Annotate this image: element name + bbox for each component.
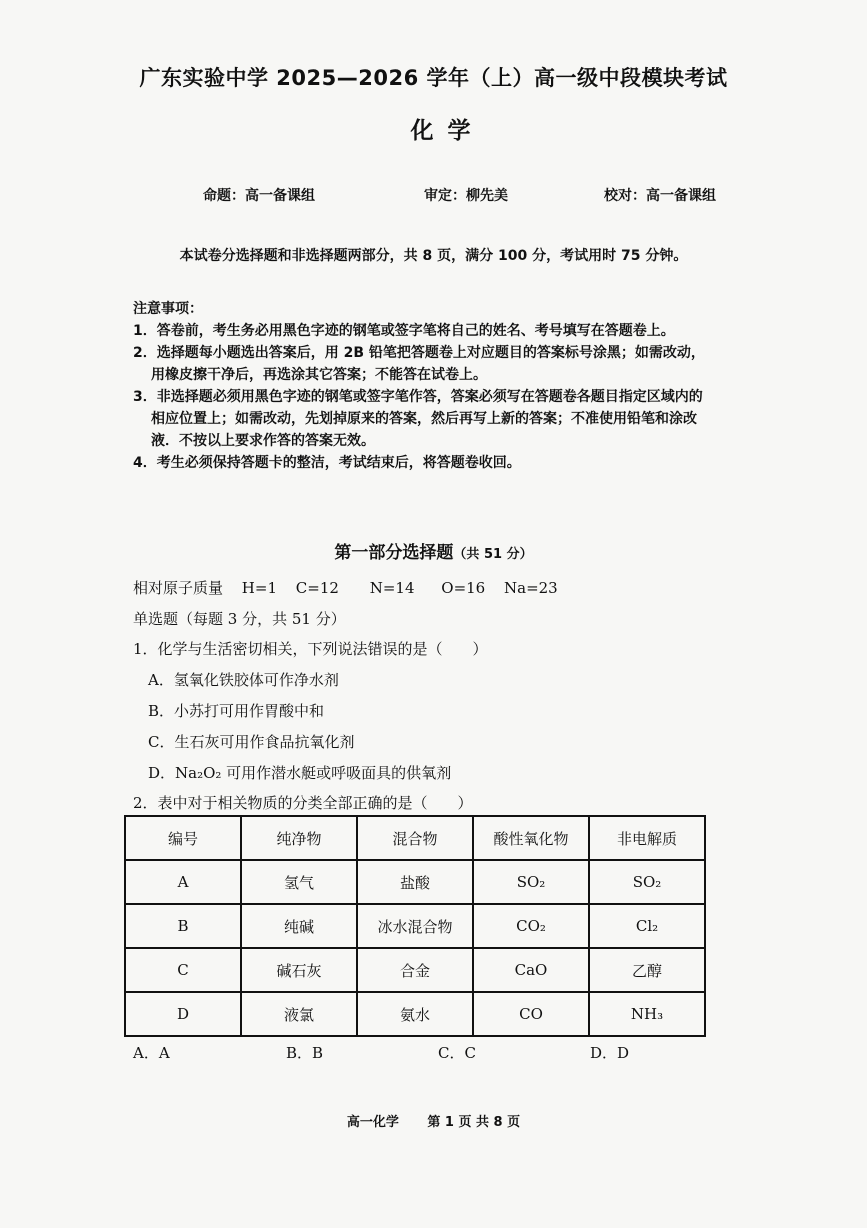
- table-cell: 纯碱: [241, 904, 357, 948]
- table-cell: A: [125, 860, 241, 904]
- question-2-option-a: A．A: [133, 1044, 170, 1062]
- table-row: [125, 992, 705, 1036]
- section-name: 第一部分选择题: [334, 543, 454, 563]
- atomic-mass-c: C=12: [295, 579, 339, 597]
- question-1-option-b: B．小苏打可用作胃酸中和: [148, 702, 325, 720]
- question-1-option-d: D．Na₂O₂ 可用作潜水艇或呼吸面具的供氧剂: [148, 764, 452, 782]
- table-row: [125, 904, 705, 948]
- footer-page-number: 第 1 页 共 8 页: [427, 1115, 521, 1130]
- note-item: 3．非选择题必须用黑色字迹的钢笔或签字笔作答，答案必须写在答题卷各题目指定区域内的: [133, 389, 703, 405]
- setter-label: 命题：高一备课组: [203, 188, 315, 204]
- table-cell: 盐酸: [357, 860, 473, 904]
- page-footer: [0, 1111, 867, 1130]
- note-item: 2．选择题每小题选出答案后，用 2B 铅笔把答题卷上对应题目的答案标号涂黑；如需改动，: [133, 345, 705, 361]
- section-score: （共 51 分）: [453, 547, 533, 562]
- subject-title: 化学: [410, 118, 485, 144]
- table-header-cell: 非电解质: [589, 816, 705, 860]
- table-cell: 氢气: [241, 860, 357, 904]
- table-cell: 冰水混合物: [357, 904, 473, 948]
- note-item: 液．不按以上要求作答的答案无效。: [151, 433, 375, 449]
- question-1-stem: 1．化学与生活密切相关，下列说法错误的是（ ）: [133, 640, 488, 658]
- question-1-option-a: A．氢氧化铁胶体可作净水剂: [148, 671, 339, 689]
- notes-block: [133, 298, 763, 474]
- question-2-stem: 2．表中对于相关物质的分类全部正确的是（ ）: [133, 794, 473, 812]
- table-row: [125, 860, 705, 904]
- table-cell: 乙醇: [589, 948, 705, 992]
- table-header-cell: 混合物: [357, 816, 473, 860]
- proofreader-label: 校对：高一备课组: [604, 188, 716, 204]
- question-1-option-c: C．生石灰可用作食品抗氧化剂: [148, 733, 355, 751]
- atomic-mass-line: [133, 577, 558, 598]
- question-2-option-c: C．C: [438, 1044, 476, 1062]
- table-cell: C: [125, 948, 241, 992]
- notes-heading: 注意事项：: [133, 301, 203, 317]
- note-item: 1．答卷前，考生务必用黑色字迹的钢笔或签字笔将自己的姓名、考号填写在答题卷上。: [133, 323, 675, 339]
- table-cell: CO: [473, 992, 589, 1036]
- atomic-mass-o: O=16: [441, 579, 486, 597]
- atomic-mass-n: N=14: [369, 579, 415, 597]
- table-cell: CaO: [473, 948, 589, 992]
- classification-table: [124, 815, 706, 1037]
- table-cell: D: [125, 992, 241, 1036]
- table-cell: Cl₂: [589, 904, 705, 948]
- note-item: 用橡皮擦干净后，再选涂其它答案；不能答在试卷上。: [151, 367, 487, 383]
- question-2-option-d: D．D: [590, 1044, 630, 1062]
- note-item: 4．考生必须保持答题卡的整洁，考试结束后，将答题卷收回。: [133, 455, 521, 471]
- atomic-mass-label: 相对原子质量: [133, 579, 224, 597]
- table-cell: 液氯: [241, 992, 357, 1036]
- table-cell: B: [125, 904, 241, 948]
- table-row: [125, 948, 705, 992]
- table-header-row: [125, 816, 705, 860]
- table-cell: SO₂: [473, 860, 589, 904]
- exam-title: 广东实验中学 2025—2026 学年（上）高一级中段模块考试: [139, 66, 728, 90]
- table-cell: NH₃: [589, 992, 705, 1036]
- table-cell: CO₂: [473, 904, 589, 948]
- table-header-cell: 纯净物: [241, 816, 357, 860]
- table-header-cell: 酸性氧化物: [473, 816, 589, 860]
- note-item: 相应位置上；如需改动，先划掉原来的答案，然后再写上新的答案；不准使用铅笔和涂改: [151, 411, 697, 427]
- exam-intro: 本试卷分选择题和非选择题两部分，共 8 页，满分 100 分，考试用时 75 分钟。: [179, 248, 688, 264]
- question-2-option-b: B．B: [286, 1044, 324, 1062]
- table-cell: 碱石灰: [241, 948, 357, 992]
- atomic-mass-na: Na=23: [504, 579, 558, 597]
- table-header-cell: 编号: [125, 816, 241, 860]
- table-cell: SO₂: [589, 860, 705, 904]
- reviewer-label: 审定：柳先美: [424, 188, 508, 204]
- section-title: [0, 538, 867, 563]
- single-choice-instruction: 单选题（每题 3 分，共 51 分）: [133, 610, 346, 628]
- table-cell: 氨水: [357, 992, 473, 1036]
- footer-course: 高一化学: [346, 1115, 399, 1130]
- table-cell: 合金: [357, 948, 473, 992]
- atomic-mass-h: H=1: [241, 579, 277, 597]
